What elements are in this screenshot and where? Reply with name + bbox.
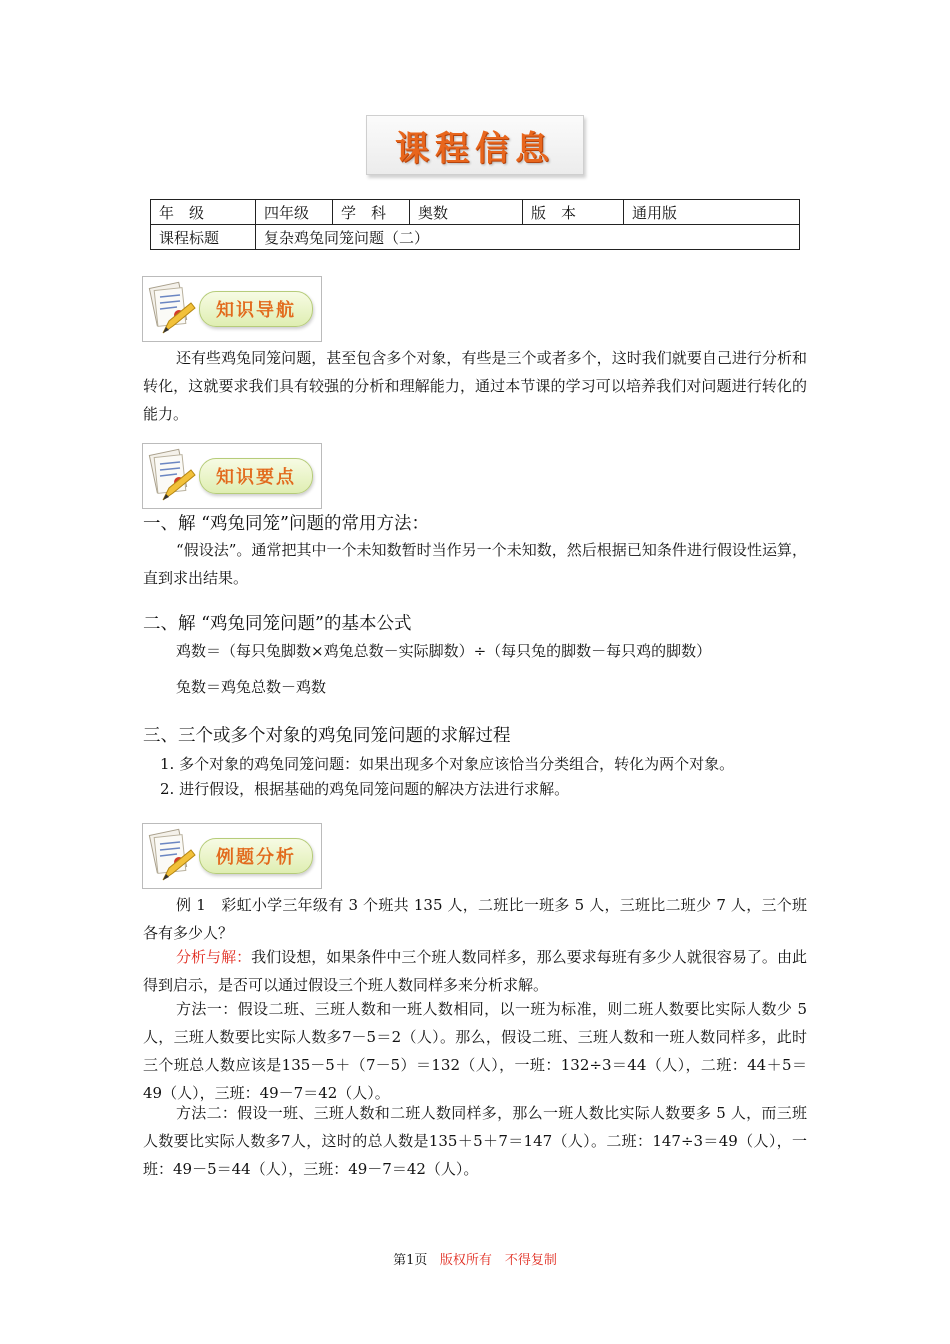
knowledge-nav-pill bbox=[199, 291, 313, 327]
method-one: 方法一：假设二班、三班人数和一班人数相同，以一班为标准，则二班人数要比实际人数少 5 人，三班人数要比实际人数多7－5＝2（人）。那么，假设二班、三班人数和一班人数同样多，此时三个班总人数应该是135－5＋（7－5）＝132（人），一班：132÷3＝44（人），二班：44＋5＝49（人），三班：49－7＝42（人）。 bbox=[143, 1000, 807, 1102]
grade-label: 年 级 bbox=[159, 203, 205, 222]
edition-label: 版 本 bbox=[523, 200, 624, 225]
section3-item-2: 2. 进行假设，根据基础的鸡兔同笼问题的解决方法进行求解。 bbox=[160, 780, 570, 798]
formula-chicken: 鸡数＝（每只兔脚数×鸡兔总数－实际脚数）÷（每只兔的脚数－每只鸡的脚数） bbox=[176, 642, 712, 660]
knowledge-nav-label: 知识导航 bbox=[216, 300, 296, 321]
example-analysis bbox=[143, 943, 807, 999]
section2-heading: 二、解 “鸡兔同笼问题”的基本公式 bbox=[143, 614, 412, 634]
knowledge-points-pill bbox=[199, 458, 313, 494]
notebook-pencil-icon bbox=[147, 281, 201, 337]
analysis-label: 分析与解： bbox=[176, 948, 252, 966]
section1-heading: 一、解 “鸡兔同笼”问题的常用方法： bbox=[143, 514, 429, 534]
grade-label-cell bbox=[151, 200, 256, 225]
course-info-table bbox=[150, 199, 800, 250]
subject-label: 学 科 bbox=[333, 200, 410, 225]
course-info-banner bbox=[366, 115, 584, 175]
example-analysis-label: 例题分析 bbox=[216, 847, 296, 868]
section3-heading: 三、三个或多个对象的鸡兔同笼问题的求解过程 bbox=[143, 726, 511, 746]
course-title-label: 课程标题 bbox=[151, 225, 256, 250]
formula-rabbit: 兔数＝鸡兔总数－鸡数 bbox=[176, 678, 327, 696]
knowledge-points-badge bbox=[142, 443, 322, 509]
example-analysis-badge bbox=[142, 823, 322, 889]
analysis-text: 我们设想，如果条件中三个班人数同样多，那么要求每班有多少人就很容易了。由此得到启示，是否可以通过假设三个班人数同样多来分析求解。 bbox=[143, 948, 807, 994]
grade-value: 四年级 bbox=[256, 200, 333, 225]
notebook-pencil-icon bbox=[147, 448, 201, 504]
copyright-notice: 版权所有 不得复制 bbox=[439, 1253, 557, 1268]
subject-value: 奥数 bbox=[410, 200, 523, 225]
notebook-pencil-icon bbox=[147, 828, 201, 884]
example-problem: 例 1 彩虹小学三年级有 3 个班共 135 人，二班比一班多 5 人，三班比二班少 7 人，三个班各有多少人？ bbox=[143, 896, 807, 942]
page-number: 第1页 bbox=[393, 1253, 428, 1268]
intro-paragraph: 还有些鸡兔同笼问题，甚至包含多个对象，有些是三个或者多个，这时我们就要自己进行分析和转化，这就要求我们具有较强的分析和理解能力，通过本节课的学习可以培养我们对问题进行转化的能力。 bbox=[143, 349, 807, 423]
example-analysis-pill bbox=[199, 838, 313, 874]
table-row bbox=[151, 200, 800, 225]
method-two: 方法二：假设一班、三班人数和二班人数同样多，那么一班人数比实际人数要多 5 人，而三班人数要比实际人数多7人，这时的总人数是135＋5＋7＝147（人）。二班：147÷3＝49（人），一班：49－5＝44（人），三班：49－7＝42（人）。 bbox=[143, 1104, 807, 1178]
page-footer bbox=[0, 1249, 950, 1268]
knowledge-points-label: 知识要点 bbox=[216, 467, 296, 488]
course-title-value: 复杂鸡兔同笼问题（二） bbox=[256, 225, 800, 250]
table-row bbox=[151, 225, 800, 250]
knowledge-nav-badge bbox=[142, 276, 322, 342]
course-info-title: 课程信息 bbox=[395, 128, 555, 169]
edition-value: 通用版 bbox=[624, 200, 800, 225]
section1-text: “假设法”。通常把其中一个未知数暂时当作另一个未知数，然后根据已知条件进行假设性运算，直到求出结果。 bbox=[143, 541, 807, 587]
section3-item-1: 1. 多个对象的鸡兔同笼问题：如果出现多个对象应该恰当分类组合，转化为两个对象。 bbox=[160, 755, 735, 773]
